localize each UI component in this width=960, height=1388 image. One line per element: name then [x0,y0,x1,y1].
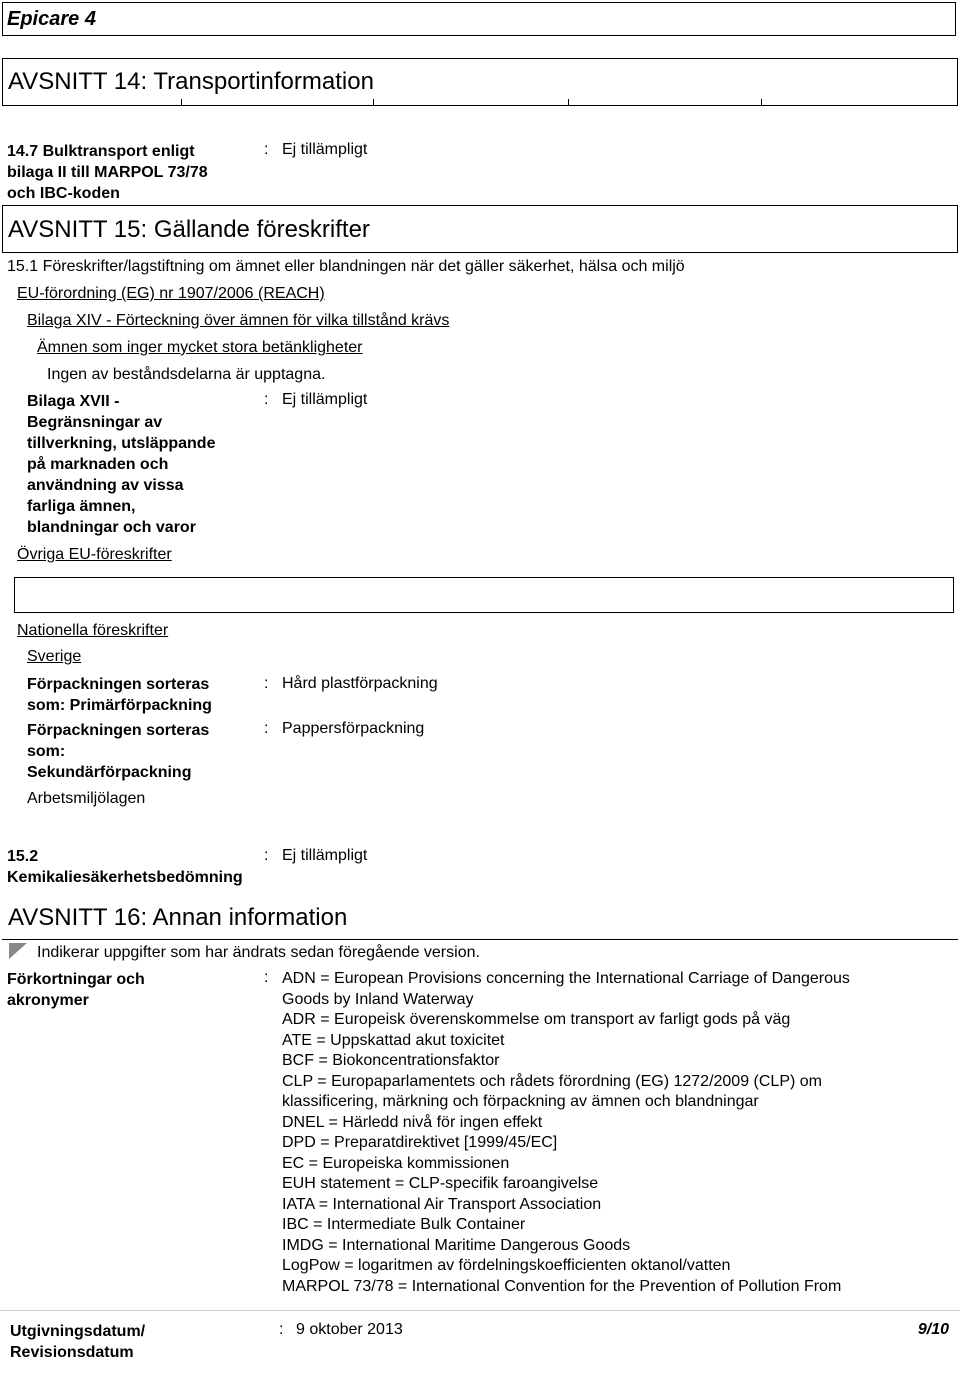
list-item: EC = Europeiska kommissionen [282,1154,510,1172]
svhc-status: Ingen av beståndsdelarna är upptagna. [47,366,326,383]
primary-packaging-colon: : [264,675,269,692]
list-item: ADR = Europeisk överenskommelse om transport av farligt gods på väg [282,1011,791,1028]
section-14-title: AVSNITT 14: Transportinformation [8,68,374,95]
bulk-transport-label: 14.7 Bulktransport enligt bilaga II till MARPOL 73/78 och IBC-koden [7,143,208,202]
chemical-safety-colon: : [264,847,269,864]
changed-note: Indikerar uppgifter som har ändrats sedan föregående version. [37,944,480,961]
bulk-transport-value: Ej tillämpligt [282,141,368,158]
list-item: EUH statement = CLP-specifik faroangivelse [282,1175,599,1192]
chemical-safety-value: Ej tillämpligt [282,847,368,864]
changed-marker-icon [9,943,27,959]
primary-packaging-label: Förpackningen sorteras som: Primärförpackning [27,676,212,714]
list-item: BCF = Biokoncentrationsfaktor [282,1052,500,1069]
bulk-transport-colon: : [264,141,269,158]
list-item: MARPOL 73/78 = International Convention for the Prevention of Pollution From [282,1277,842,1295]
document-header [2,2,956,36]
list-item: LogPow = logaritmen av fördelningskoefficienten oktanol/vatten [282,1257,731,1274]
section-16-title: AVSNITT 16: Annan information [8,904,348,931]
primary-packaging-value: Hård plastförpackning [282,675,438,692]
list-item: IBC = Intermediate Bulk Container [282,1216,526,1233]
sweden-heading: Sverige [27,648,82,665]
subsection-15-1: 15.1 Föreskrifter/lagstiftning om ämnet eller blandningen när det gäller säkerhet, hälsa och miljö [7,258,685,275]
national-heading: Nationella föreskrifter [17,622,169,639]
chemical-safety-label: 15.2 Kemikaliesäkerhetsbedömning [7,848,243,886]
secondary-packaging-value: Pappersförpackning [282,720,425,737]
abbreviation-list [282,969,850,1297]
list-item: DPD = Preparatdirektivet [1999/45/EC] [282,1134,558,1151]
list-item: klassificering, märkning och förpackning av ämnen och blandningar [282,1093,759,1110]
revision-date-value: 9 oktober 2013 [296,1321,403,1338]
annex-xvii-colon: : [264,391,269,408]
revision-date-colon: : [279,1321,284,1338]
list-item: IMDG = International Maritime Dangerous Goods [282,1236,631,1254]
svhc-heading: Ämnen som inger mycket stora betänkligheter [37,339,363,356]
reach-heading: EU-förordning (EG) nr 1907/2006 (REACH) [17,285,325,302]
abbreviations-label: Förkortningar och akronymer [7,971,145,1009]
section-15-title: AVSNITT 15: Gällande föreskrifter [8,216,370,243]
other-eu-heading: Övriga EU-föreskrifter [17,546,172,563]
list-item: ATE = Uppskattad akut toxicitet [282,1031,505,1049]
list-item: Goods by Inland Waterway [282,990,474,1008]
secondary-packaging-colon: : [264,720,269,737]
secondary-packaging-label: Förpackningen sorteras som: Sekundärförpackning [27,722,210,781]
annex-xvii-label: Bilaga XVII - Begränsningar av tillverkning, utsläppande på marknaden och användning av vissa farliga ämnen, blandningar och varor [27,393,216,536]
work-environment-act: Arbetsmiljölagen [27,790,146,807]
abbreviations-colon: : [264,969,269,986]
list-item: CLP = Europaparlamentets och rådets förordning (EG) 1272/2009 (CLP) om [282,1072,822,1090]
revision-date-label: Utgivningsdatum/ Revisionsdatum [10,1323,146,1361]
page-number: 9/10 [917,1321,949,1338]
list-item: ADN = European Provisions concerning the International Carriage of Dangerous [282,970,850,987]
list-item: IATA = International Air Transport Association [282,1195,602,1213]
footer-divider [0,1310,960,1311]
list-item: DNEL = Härledd nivå för ingen effekt [282,1113,543,1131]
product-name: Epicare 4 [7,8,96,30]
annex-xvii-value: Ej tillämpligt [282,391,368,408]
other-eu-content-box [14,577,954,613]
annex-xiv-heading: Bilaga XIV - Förteckning över ämnen för vilka tillstånd krävs [27,312,450,329]
